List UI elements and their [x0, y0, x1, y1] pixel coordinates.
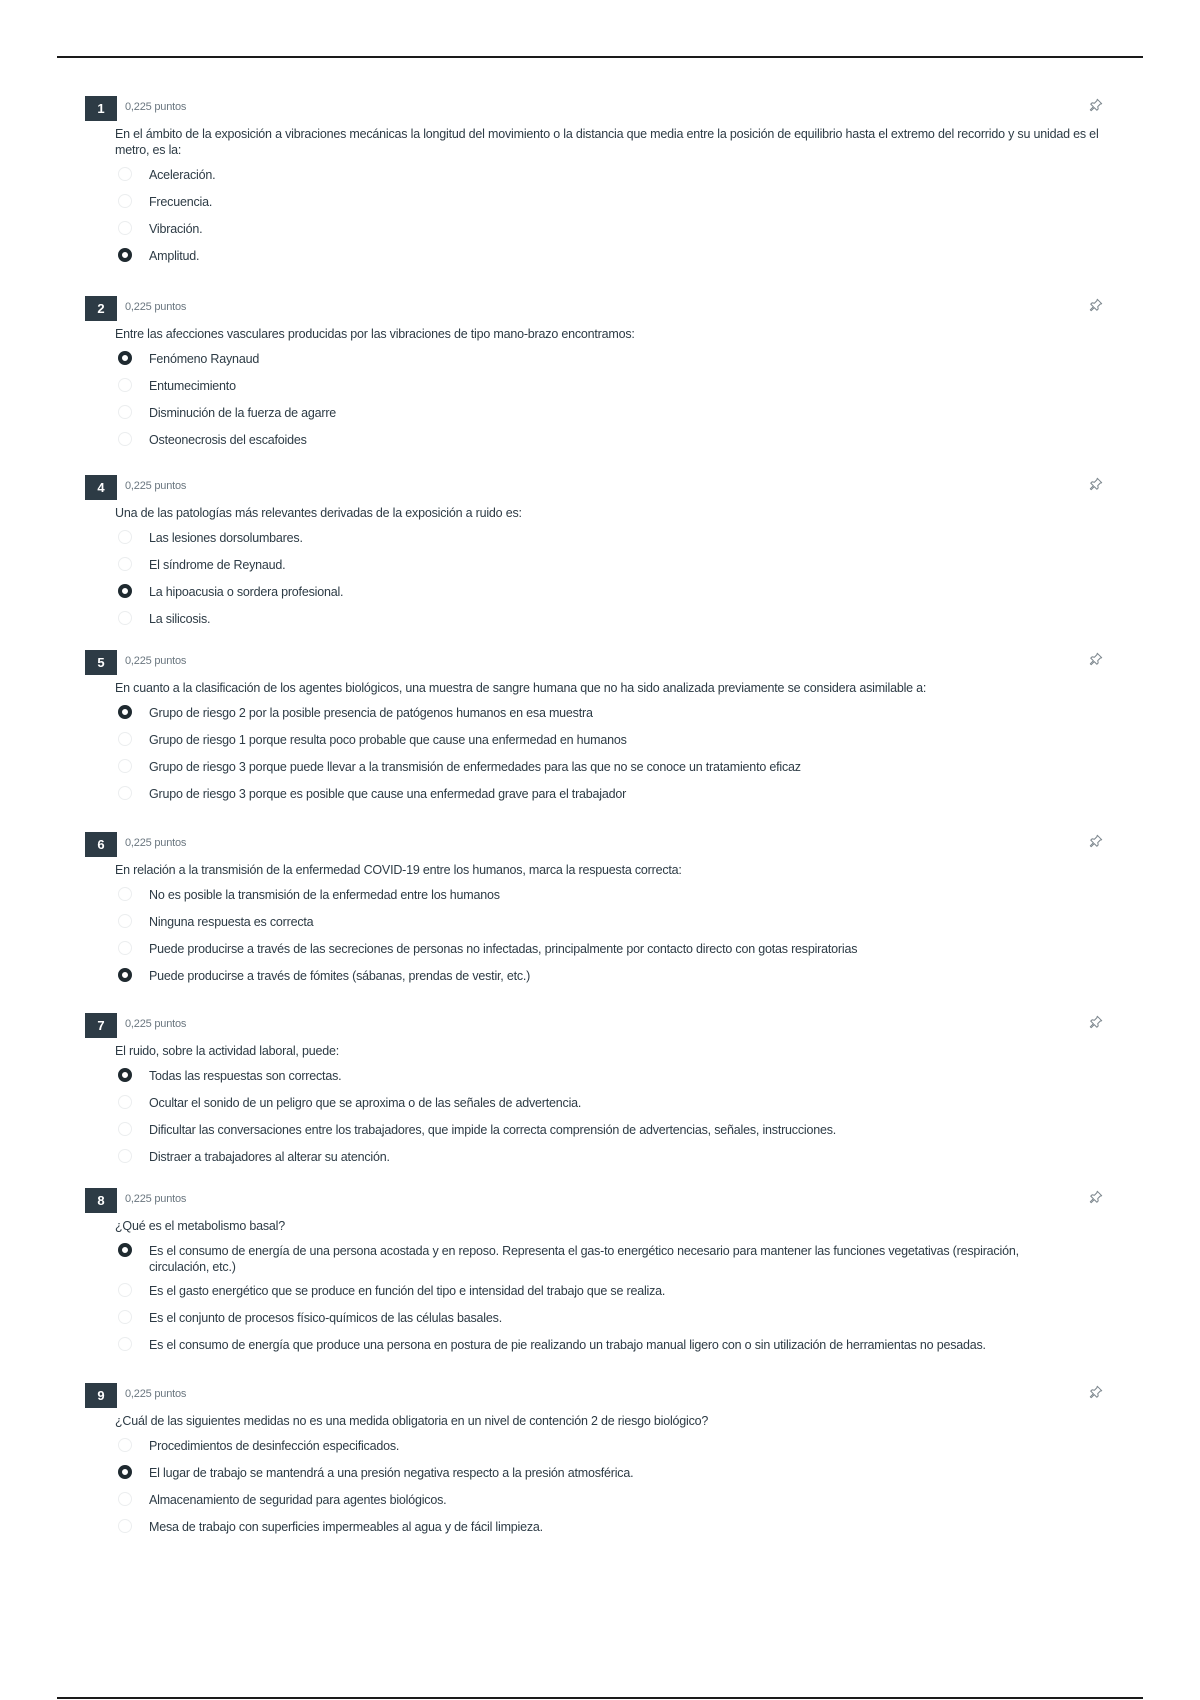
- answer-text: Osteonecrosis del escafoides: [149, 433, 307, 447]
- answer-option[interactable]: [115, 608, 1115, 633]
- answer-option[interactable]: [115, 348, 1115, 373]
- answer-text: La silicosis.: [149, 612, 211, 626]
- radio-unselected-icon[interactable]: [118, 759, 132, 773]
- question-text: ¿Qué es el metabolismo basal?: [115, 1219, 285, 1233]
- answer-list: [115, 164, 1115, 270]
- answer-text: Las lesiones dorsolumbares.: [149, 531, 303, 545]
- question-number-badge: 2: [85, 296, 117, 321]
- radio-selected-icon[interactable]: [118, 968, 132, 982]
- radio-unselected-icon[interactable]: [118, 1310, 132, 1324]
- question-6: [85, 832, 1115, 992]
- answer-list: [115, 702, 1115, 808]
- answer-option[interactable]: [115, 1307, 1115, 1332]
- answer-text: Amplitud.: [149, 249, 200, 263]
- question-points: 0,225 puntos: [125, 1388, 187, 1400]
- answer-text: Puede producirse a través de fómites (sábanas, prendas de vestir, etc.): [149, 969, 531, 983]
- answer-option[interactable]: [115, 527, 1115, 552]
- answer-list: [115, 1435, 1115, 1541]
- question-number-badge: 9: [85, 1383, 117, 1408]
- answer-text: Disminución de la fuerza de agarre: [149, 406, 337, 420]
- answer-option[interactable]: [115, 1435, 1115, 1460]
- question-5: [85, 650, 1115, 810]
- answer-option[interactable]: [115, 783, 1115, 808]
- answer-list: [115, 1240, 1115, 1359]
- question-text: El ruido, sobre la actividad laboral, puede:: [115, 1044, 339, 1058]
- answer-text: Grupo de riesgo 3 porque es posible que cause una enfermedad grave para el trabajador: [149, 787, 627, 801]
- radio-unselected-icon[interactable]: [118, 941, 132, 955]
- answer-option[interactable]: [115, 429, 1115, 454]
- radio-unselected-icon[interactable]: [118, 1519, 132, 1533]
- radio-selected-icon[interactable]: [118, 248, 132, 262]
- answer-text: Todas las respuestas son correctas.: [149, 1069, 342, 1083]
- question-4: [85, 475, 1115, 635]
- answer-text: Grupo de riesgo 1 porque resulta poco probable que cause una enfermedad en humanos: [149, 733, 627, 747]
- answer-option[interactable]: [115, 1065, 1115, 1090]
- radio-unselected-icon[interactable]: [118, 530, 132, 544]
- question-number-badge: 4: [85, 475, 117, 500]
- question-header: [85, 650, 1115, 676]
- pin-icon[interactable]: [1089, 98, 1103, 112]
- radio-unselected-icon[interactable]: [118, 1122, 132, 1136]
- answer-option[interactable]: [115, 554, 1115, 579]
- radio-unselected-icon[interactable]: [118, 1283, 132, 1297]
- answer-option[interactable]: [115, 965, 1115, 990]
- question-9: [85, 1383, 1115, 1543]
- answer-text: Distraer a trabajadores al alterar su atención.: [149, 1150, 390, 1164]
- answer-text: Mesa de trabajo con superficies impermeables al agua y de fácil limpieza.: [149, 1520, 543, 1534]
- answer-option[interactable]: [115, 756, 1115, 781]
- answer-text: Dificultar las conversaciones entre los trabajadores, que impide la correcta comprensión de advertencias, señales, instrucciones.: [149, 1123, 837, 1137]
- answer-option[interactable]: [115, 1280, 1115, 1305]
- question-number-badge: 1: [85, 96, 117, 121]
- pin-icon[interactable]: [1089, 298, 1103, 312]
- answer-text: Almacenamiento de seguridad para agentes biológicos.: [149, 1493, 447, 1507]
- answer-option[interactable]: [115, 1462, 1115, 1487]
- answer-text: Es el gasto energético que se produce en función del tipo e intensidad del trabajo que se realiza.: [149, 1284, 666, 1298]
- answer-text: Aceleración.: [149, 168, 216, 182]
- answer-option[interactable]: [115, 1146, 1115, 1171]
- answer-option[interactable]: [115, 1334, 1115, 1359]
- question-8: [85, 1188, 1115, 1361]
- answer-text: El síndrome de Reynaud.: [149, 558, 286, 572]
- question-number-badge: 6: [85, 832, 117, 857]
- question-text: ¿Cuál de las siguientes medidas no es una medida obligatoria en un nivel de contención 2 de riesgo biológico?: [115, 1414, 709, 1428]
- bottom-rule: [57, 1697, 1143, 1699]
- answer-text: Ocultar el sonido de un peligro que se aproxima o de las señales de advertencia.: [149, 1096, 582, 1110]
- answer-option[interactable]: [115, 1240, 1115, 1278]
- question-number-badge: 8: [85, 1188, 117, 1213]
- answer-option[interactable]: [115, 1516, 1115, 1541]
- answer-option[interactable]: [115, 702, 1115, 727]
- question-points: 0,225 puntos: [125, 1018, 187, 1030]
- answer-text: Puede producirse a través de las secreciones de personas no infectadas, principalmente por contacto directo con gotas respiratorias: [149, 942, 858, 956]
- pin-icon[interactable]: [1089, 1385, 1103, 1399]
- question-points: 0,225 puntos: [125, 101, 187, 113]
- pin-icon[interactable]: [1089, 652, 1103, 666]
- pin-icon[interactable]: [1089, 1190, 1103, 1204]
- answer-option[interactable]: [115, 938, 1115, 963]
- radio-unselected-icon[interactable]: [118, 887, 132, 901]
- answer-option[interactable]: [115, 581, 1115, 606]
- answer-text: Procedimientos de desinfección especificados.: [149, 1439, 400, 1453]
- answer-option[interactable]: [115, 164, 1115, 189]
- answer-option[interactable]: [115, 402, 1115, 427]
- radio-unselected-icon[interactable]: [118, 786, 132, 800]
- question-points: 0,225 puntos: [125, 837, 187, 849]
- radio-unselected-icon[interactable]: [118, 1438, 132, 1452]
- radio-selected-icon[interactable]: [118, 705, 132, 719]
- pin-icon[interactable]: [1089, 834, 1103, 848]
- question-header: [85, 475, 1115, 501]
- answer-text: Grupo de riesgo 2 por la posible presencia de patógenos humanos en esa muestra: [149, 706, 593, 720]
- answer-text: Frecuencia.: [149, 195, 213, 209]
- answer-option[interactable]: [115, 191, 1115, 216]
- top-rule: [57, 56, 1143, 58]
- pin-icon[interactable]: [1089, 477, 1103, 491]
- radio-unselected-icon[interactable]: [118, 432, 132, 446]
- answer-option[interactable]: [115, 1092, 1115, 1117]
- answer-text: Entumecimiento: [149, 379, 236, 393]
- question-header: [85, 1188, 1115, 1214]
- answer-list: [115, 884, 1115, 990]
- question-header: [85, 296, 1115, 322]
- radio-selected-icon[interactable]: [118, 1243, 132, 1257]
- radio-unselected-icon[interactable]: [118, 378, 132, 392]
- radio-unselected-icon[interactable]: [118, 1095, 132, 1109]
- question-2: [85, 296, 1115, 456]
- question-points: 0,225 puntos: [125, 655, 187, 667]
- answer-text: Es el conjunto de procesos físico-químicos de las células basales.: [149, 1311, 502, 1325]
- answer-list: [115, 527, 1115, 633]
- question-header: [85, 832, 1115, 858]
- answer-text: No es posible la transmisión de la enfermedad entre los humanos: [149, 888, 500, 902]
- radio-unselected-icon[interactable]: [118, 611, 132, 625]
- answer-text: Fenómeno Raynaud: [149, 352, 260, 366]
- question-points: 0,225 puntos: [125, 1193, 187, 1205]
- radio-unselected-icon[interactable]: [118, 1492, 132, 1506]
- answer-option[interactable]: [115, 1489, 1115, 1514]
- question-text: Entre las afecciones vasculares producidas por las vibraciones de tipo mano-brazo encontramos:: [115, 327, 635, 341]
- answer-option[interactable]: [115, 245, 1115, 270]
- answer-list: [115, 1065, 1115, 1171]
- question-number-badge: 7: [85, 1013, 117, 1038]
- answer-text: Vibración.: [149, 222, 203, 236]
- question-7: [85, 1013, 1115, 1173]
- answer-list: [115, 348, 1115, 454]
- answer-option[interactable]: [115, 218, 1115, 243]
- question-text: En el ámbito de la exposición a vibraciones mecánicas la longitud del movimiento o la distancia que media entre la posición de equilibrio hasta el extremo del recorrido y su unidad es el metro, es la:: [115, 127, 1099, 157]
- question-points: 0,225 puntos: [125, 301, 187, 313]
- answer-option[interactable]: [115, 911, 1115, 936]
- radio-unselected-icon[interactable]: [118, 557, 132, 571]
- radio-unselected-icon[interactable]: [118, 194, 132, 208]
- question-header: [85, 1013, 1115, 1039]
- question-header: [85, 1383, 1115, 1409]
- radio-unselected-icon[interactable]: [118, 405, 132, 419]
- answer-text: La hipoacusia o sordera profesional.: [149, 585, 344, 599]
- radio-unselected-icon[interactable]: [118, 732, 132, 746]
- question-header: [85, 96, 1115, 122]
- answer-option[interactable]: [115, 884, 1115, 909]
- radio-selected-icon[interactable]: [118, 1465, 132, 1479]
- question-1: [85, 96, 1115, 272]
- radio-unselected-icon[interactable]: [118, 1149, 132, 1163]
- answer-text: Es el consumo de energía de una persona acostada y en reposo. Representa el gas-to energético necesario para mantener las funciones vegetativas (respiración, circulación, etc.): [149, 1244, 1019, 1274]
- question-text: En cuanto a la clasificación de los agentes biológicos, una muestra de sangre humana que no ha sido analizada previamente se considera asimilable a:: [115, 681, 927, 695]
- answer-option[interactable]: [115, 1119, 1115, 1144]
- answer-text: Grupo de riesgo 3 porque puede llevar a la transmisión de enfermedades para las que no se conoce un tratamiento eficaz: [149, 760, 801, 774]
- radio-selected-icon[interactable]: [118, 351, 132, 365]
- answer-option[interactable]: [115, 729, 1115, 754]
- answer-text: Es el consumo de energía que produce una persona en postura de pie realizando un trabajo manual ligero con o sin utilización de herramientas no pesadas.: [149, 1338, 986, 1352]
- pin-icon[interactable]: [1089, 1015, 1103, 1029]
- answer-text: El lugar de trabajo se mantendrá a una presión negativa respecto a la presión atmosférica.: [149, 1466, 634, 1480]
- radio-unselected-icon[interactable]: [118, 221, 132, 235]
- question-text: Una de las patologías más relevantes derivadas de la exposición a ruido es:: [115, 506, 522, 520]
- question-text: En relación a la transmisión de la enfermedad COVID-19 entre los humanos, marca la respuesta correcta:: [115, 863, 682, 877]
- radio-selected-icon[interactable]: [118, 584, 132, 598]
- question-number-badge: 5: [85, 650, 117, 675]
- answer-option[interactable]: [115, 375, 1115, 400]
- question-points: 0,225 puntos: [125, 480, 187, 492]
- radio-unselected-icon[interactable]: [118, 167, 132, 181]
- radio-unselected-icon[interactable]: [118, 914, 132, 928]
- radio-unselected-icon[interactable]: [118, 1337, 132, 1351]
- answer-text: Ninguna respuesta es correcta: [149, 915, 314, 929]
- radio-selected-icon[interactable]: [118, 1068, 132, 1082]
